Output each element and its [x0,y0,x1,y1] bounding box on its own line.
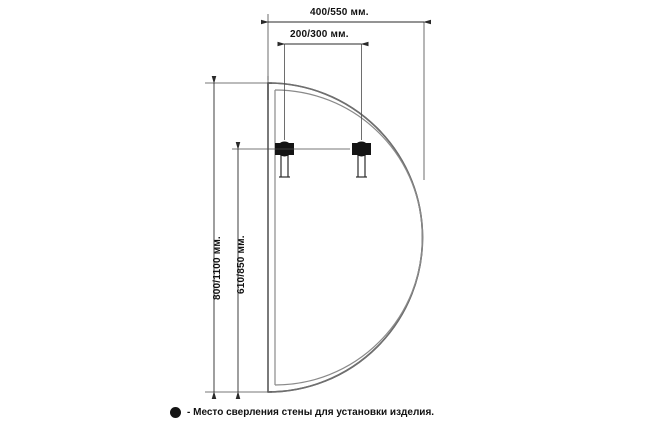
drill-point-dot-right [354,142,369,157]
dim-left-inner: 610/850 мм. [236,235,247,294]
dim-top-outer: 400/550 мм. [310,7,369,18]
legend [170,407,434,418]
legend-text: - Место сверления стены для установки изделия. [187,407,435,418]
mirror-outline [268,83,422,392]
drill-point-dot-icon [170,407,181,418]
dim-top-inner: 200/300 мм. [290,29,349,40]
dim-left-outer: 800/1100 мм. [212,236,223,300]
